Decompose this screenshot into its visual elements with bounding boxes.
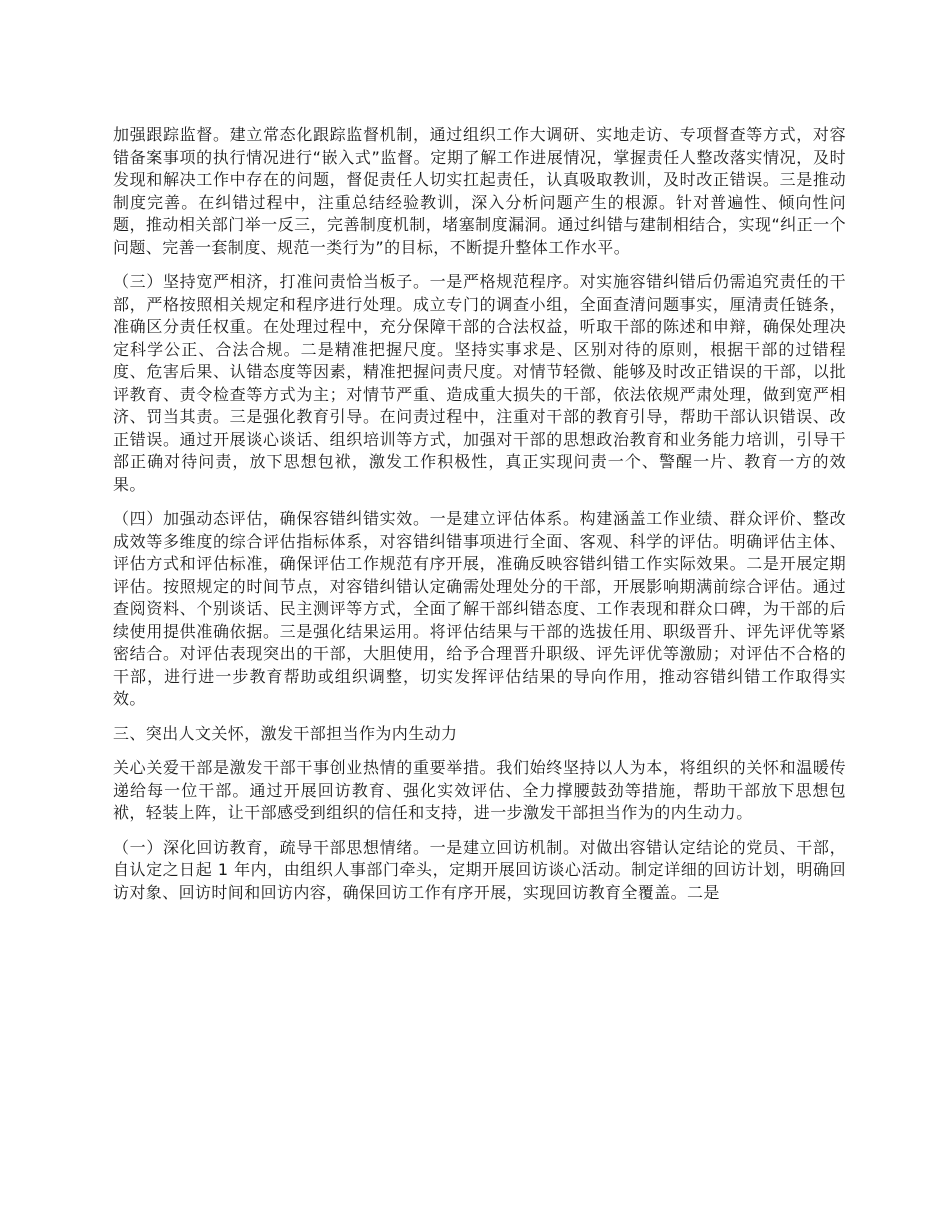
paragraph-dynamic-evaluation: （四）加强动态评估，确保容错纠错实效。一是建立评估体系。构建涵盖工作业绩、群众评价、整改成效等多维度的综合评估指标体系，对容错纠错事项进行全面、客观、科学的评估。明确评估主体、评估方式和评估标准，确保评估工作规范有序开展，准确反映容错纠错工作实际效果。二是开展定期评估。按照规定的时间节点，对容错纠错认定确需处理处分的干部，开展影响期满前综合评估。通过查阅资料、个别谈话、民主测评等方式，全面了解干部纠错态度、工作表现和群众口碑，为干部的后续使用提供准确依据。三是强化结果运用。将评估结果与干部的选拔任用、职级晋升、评先评优等紧密结合。对评估表现突出的干部，大胆使用，给予合理晋升职级、评先评优等激励；对评估不合格的干部，进行进一步教育帮助或组织调整，切实发挥评估结果的导向作用，推动容错纠错工作取得实效。 (113, 509, 846, 708)
document-body (113, 124, 846, 916)
paragraph-care-for-cadres: 关心关爱干部是激发干部干事创业热情的重要举措。我们始终坚持以人为本，将组织的关怀和温暖传递给每一位干部。通过开展回访教育、强化实效评估、全力撑腰鼓劲等措施，帮助干部放下思想包袱，轻装上阵，让干部感受到组织的信任和支持，进一步激发干部担当作为的内生动力。 (113, 758, 846, 822)
section-heading-humanistic-care: 三、突出人文关怀，激发干部担当作为内生动力 (113, 723, 458, 743)
paragraph-accountability: （三）坚持宽严相济，打准问责恰当板子。一是严格规范程序。对实施容错纠错后仍需追究责任的干部，严格按照相关规定和程序进行处理。成立专门的调查小组，全面查清问题事实，厘清责任链条，准确区分责任权重。在处理过程中，充分保障干部的合法权益，听取干部的陈述和申辩，确保处理决定科学公正、合法合规。二是精准把握尺度。坚持实事求是、区别对待的原则，根据干部的过错程度、危害后果、认错态度等因素，精准把握问责尺度。对情节轻微、能够及时改正错误的干部，以批评教育、责令检查等方式为主；对情节严重、造成重大损失的干部，依法依规严肃处理，做到宽严相济、罚当其责。三是强化教育引导。在问责过程中，注重对干部的教育引导，帮助干部认识错误、改正错误。通过开展谈心谈话、组织培训等方式，加强对干部的思想政治教育和业务能力培训，引导干部正确对待问责，放下思想包袱，激发工作积极性，真正实现问责一个、警醒一片、教育一方的效果。 (113, 272, 846, 494)
paragraph-follow-up-supervision: 加强跟踪监督。建立常态化跟踪监督机制，通过组织工作大调研、实地走访、专项督查等方式，对容错备案事项的执行情况进行“嵌入式”监督。定期了解工作进展情况，掌握责任人整改落实情况，及时发现和解决工作中存在的问题，督促责任人切实扛起责任，认真吸取教训，及时改正错误。三是推动制度完善。在纠错过程中，注重总结经验教训，深入分析问题产生的根源。针对普遍性、倾向性问题，推动相关部门举一反三，完善制度机制，堵塞制度漏洞。通过纠错与建制相结合，实现“纠正一个问题、完善一套制度、规范一类行为”的目标，不断提升整体工作水平。 (113, 125, 846, 257)
paragraph-return-visit-education: （一）深化回访教育，疏导干部思想情绪。一是建立回访机制。对做出容错认定结论的党员、干部，自认定之日起 1 年内，由组织人事部门牵头，定期开展回访谈心活动。制定详细的回访计划，明确回访对象、回访时间和回访内容，确保回访工作有序开展，实现回访教育全覆盖。二是 (113, 837, 846, 902)
